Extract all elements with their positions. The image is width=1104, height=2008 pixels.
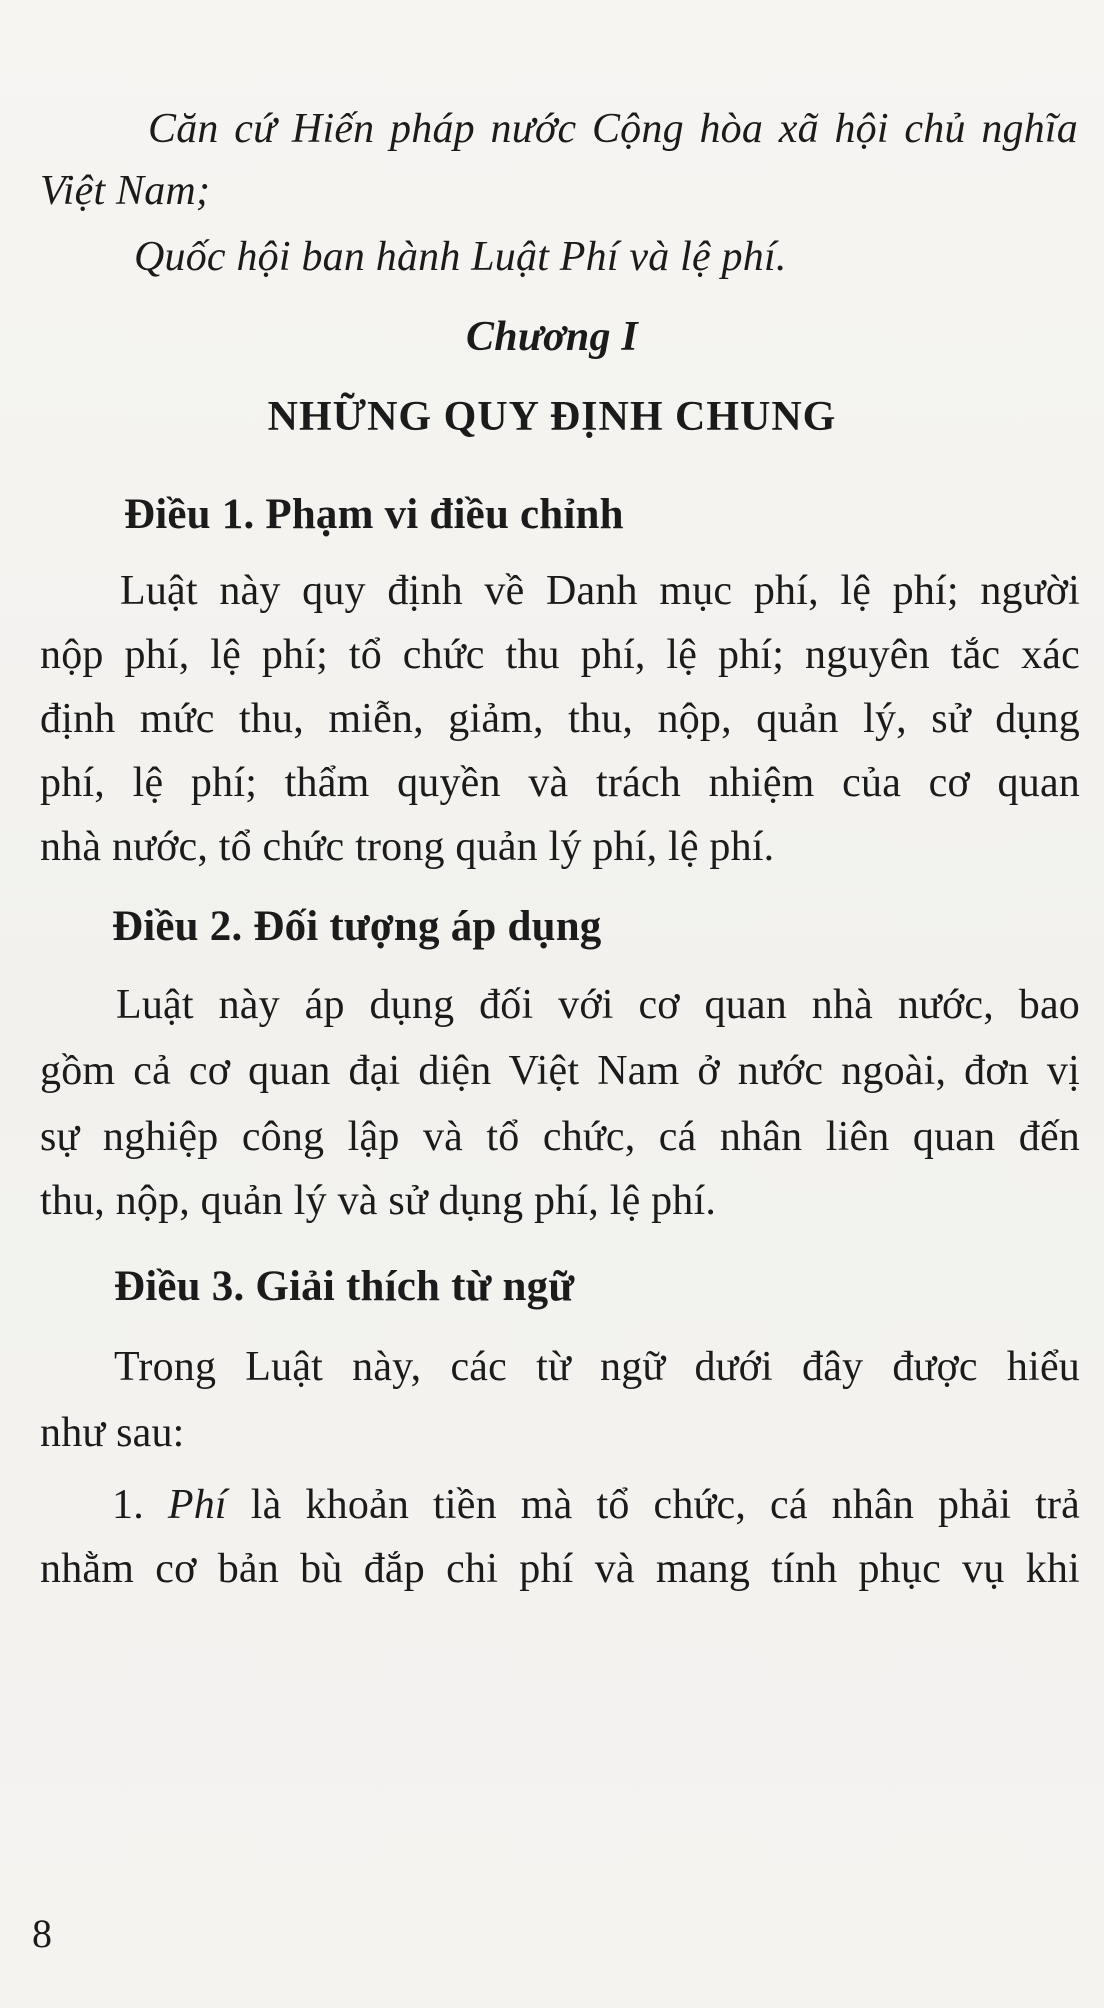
article-3-item-1-line-2: nhằm cơ bản bù đắp chi phí và mang tính phục vụ khi: [40, 1546, 1080, 1592]
article-1-line-5: nhà nước, tổ chức trong quản lý phí, lệ phí.: [40, 824, 775, 870]
article-1-heading: Điều 1. Phạm vi điều chỉnh: [124, 491, 624, 538]
preamble-line-3: Quốc hội ban hành Luật Phí và lệ phí.: [134, 234, 787, 280]
article-1-line-1: Luật này quy định về Danh mục phí, lệ phí; người: [120, 568, 1080, 614]
article-1-line-3: định mức thu, miễn, giảm, thu, nộp, quản lý, sử dụng: [40, 696, 1080, 742]
article-3-line-1: Trong Luật này, các từ ngữ dưới đây được hiểu: [114, 1344, 1080, 1390]
item-1-number: 1.: [112, 1482, 144, 1528]
article-3-heading: Điều 3. Giải thích từ ngữ: [114, 1263, 575, 1310]
article-2-heading: Điều 2. Đối tượng áp dụng: [112, 903, 602, 950]
chapter-title: NHỮNG QUY ĐỊNH CHUNG: [267, 394, 837, 440]
article-1-line-4: phí, lệ phí; thẩm quyền và trách nhiệm của cơ quan: [40, 760, 1080, 806]
article-3-line-2: như sau:: [40, 1410, 185, 1456]
item-1-text: là khoản tiền mà tổ chức, cá nhân phải trả: [250, 1482, 1081, 1528]
article-2-line-4: thu, nộp, quản lý và sử dụng phí, lệ phí.: [40, 1178, 717, 1224]
preamble-line-1: Căn cứ Hiến pháp nước Cộng hòa xã hội chủ nghĩa: [148, 106, 1078, 152]
item-1-term: Phí: [167, 1482, 227, 1528]
article-2-line-1: Luật này áp dụng đối với cơ quan nhà nước, bao: [116, 982, 1080, 1028]
chapter-label: Chương I: [466, 314, 638, 360]
article-3-item-1: [112, 1480, 1080, 1530]
article-2-line-3: sự nghiệp công lập và tổ chức, cá nhân liên quan đến: [40, 1114, 1080, 1160]
page-number: 8: [32, 1911, 52, 1956]
article-2-line-2: gồm cả cơ quan đại diện Việt Nam ở nước ngoài, đơn vị: [40, 1048, 1080, 1094]
preamble-line-2: Việt Nam;: [40, 168, 211, 214]
article-1-line-2: nộp phí, lệ phí; tổ chức thu phí, lệ phí; nguyên tắc xác: [40, 632, 1080, 678]
